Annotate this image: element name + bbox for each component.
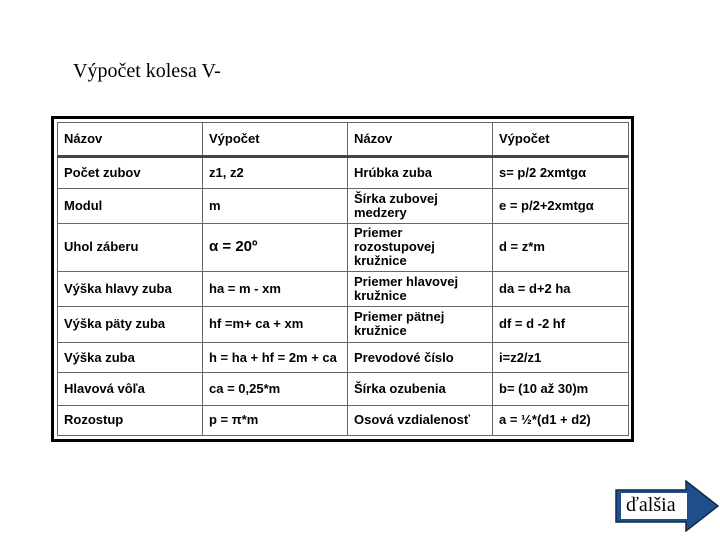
header-name-1: Názov (58, 123, 203, 157)
table-cell: df = d -2 hf (493, 306, 629, 342)
table-row (58, 223, 629, 272)
table-cell: Hlavová vôľa (58, 373, 203, 405)
table-cell: Priemer rozostupovej kružnice (348, 223, 493, 272)
table-cell: α = 20º (203, 223, 348, 272)
table-cell: hf =m+ ca + xm (203, 306, 348, 342)
table-row (58, 189, 629, 223)
table-cell: p = π*m (203, 405, 348, 435)
table-cell: ca = 0,25*m (203, 373, 348, 405)
table-row (58, 272, 629, 306)
header-name-2: Názov (348, 123, 493, 157)
table-cell: Počet zubov (58, 157, 203, 189)
table-cell: Šírka ozubenia (348, 373, 493, 405)
header-calc-1: Výpočet (203, 123, 348, 157)
table-row (58, 373, 629, 405)
table-cell: s= p/2 2xmtgα (493, 157, 629, 189)
table-cell: h = ha + hf = 2m + ca (203, 342, 348, 372)
table-cell: Prevodové číslo (348, 342, 493, 372)
table-row (58, 342, 629, 372)
table-cell: z1, z2 (203, 157, 348, 189)
table-row (58, 405, 629, 435)
table-cell: i=z2/z1 (493, 342, 629, 372)
table-header-row (58, 123, 629, 157)
table-cell: b= (10 až 30)m (493, 373, 629, 405)
table-cell: Výška zuba (58, 342, 203, 372)
table-cell: Hrúbka zuba (348, 157, 493, 189)
table-cell: Priemer pätnej kružnice (348, 306, 493, 342)
table-row (58, 306, 629, 342)
header-calc-2: Výpočet (493, 123, 629, 157)
next-button[interactable] (614, 480, 720, 532)
calculation-table (57, 122, 629, 436)
table-cell: Osová vzdialenosť (348, 405, 493, 435)
table-cell: Výška hlavy zuba (58, 272, 203, 306)
table-cell: d = z*m (493, 223, 629, 272)
page-title: Výpočet kolesa V- (73, 60, 221, 82)
table-cell: Výška päty zuba (58, 306, 203, 342)
table-cell: Šírka zubovej medzery (348, 189, 493, 223)
table-cell: m (203, 189, 348, 223)
table-cell: Priemer hlavovej kružnice (348, 272, 493, 306)
next-button-label: ďalšia (626, 494, 676, 516)
table-cell: a = ½*(d1 + d2) (493, 405, 629, 435)
table-cell: da = d+2 ha (493, 272, 629, 306)
table-row (58, 157, 629, 189)
table-cell: e = p/2+2xmtgα (493, 189, 629, 223)
table-cell: Uhol záberu (58, 223, 203, 272)
table-cell: ha = m - xm (203, 272, 348, 306)
table-cell: Rozostup (58, 405, 203, 435)
table-cell: Modul (58, 189, 203, 223)
calculation-table-frame (51, 116, 634, 442)
